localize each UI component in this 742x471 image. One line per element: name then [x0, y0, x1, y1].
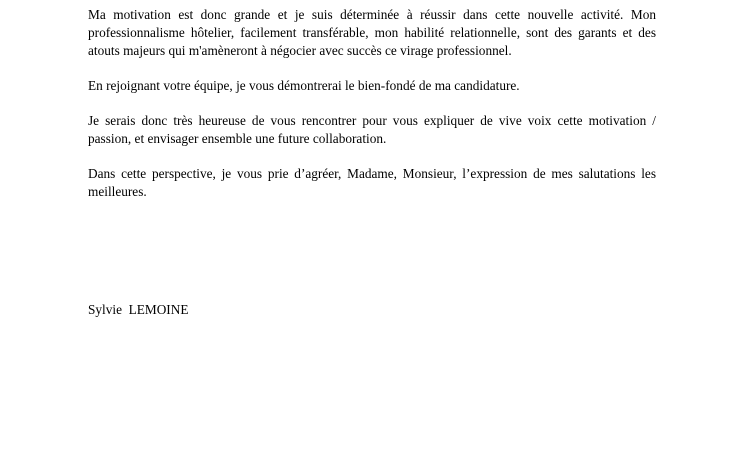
paragraph-motivation: Ma motivation est donc grande et je suis déterminée à réussir dans cette nouvelle activité. Mon professionnalisme hôtelier, facilement transférable, mon habilité relationnelle, sont des garants et des atouts majeurs qui m'amèneront à négocier avec succès ce virage professionnel.	[88, 7, 656, 58]
signature: Sylvie LEMOINE	[88, 302, 189, 317]
paragraph-team: En rejoignant votre équipe, je vous démontrerai le bien-fondé de ma candidature.	[88, 78, 520, 93]
letter-body	[88, 6, 656, 218]
paragraph-meeting: Je serais donc très heureuse de vous rencontrer pour vous expliquer de vive voix cette motivation / passion, et envisager ensemble une future collaboration.	[88, 113, 656, 146]
paragraph-closing: Dans cette perspective, je vous prie d’agréer, Madame, Monsieur, l’expression de mes salutations les meilleures.	[88, 166, 656, 199]
